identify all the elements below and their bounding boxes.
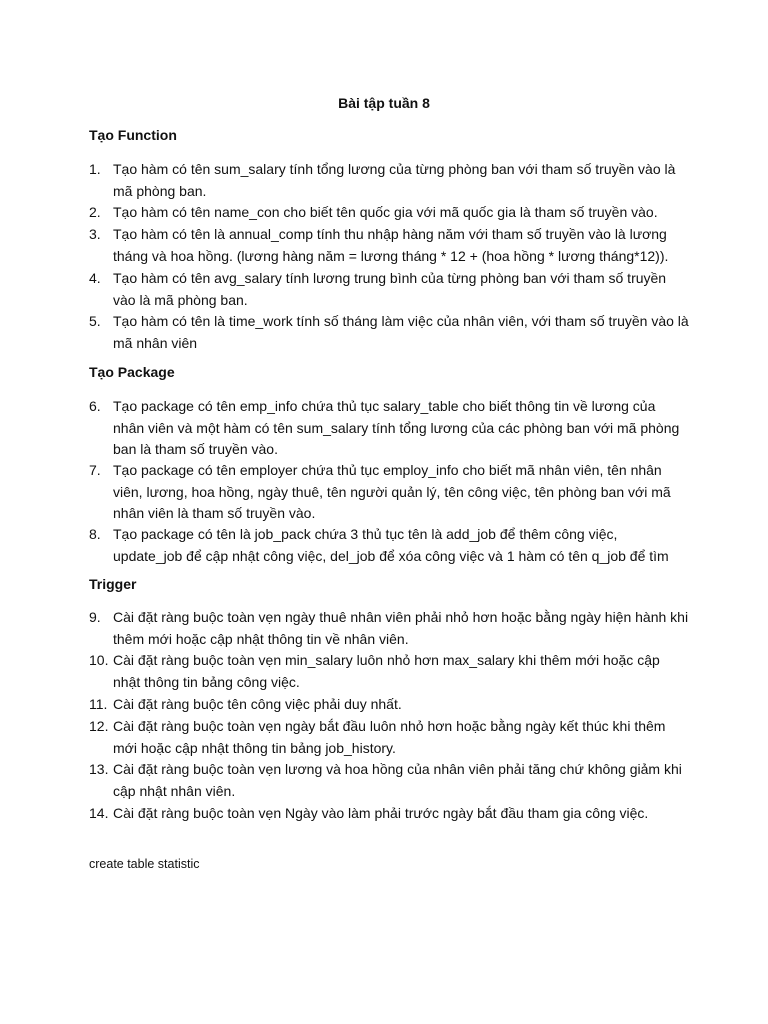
list-item — [89, 396, 689, 461]
list-item — [89, 311, 689, 354]
item-number: 5. — [89, 313, 101, 329]
item-text: Tạo hàm có tên avg_salary tính lương trung bình của từng phòng ban với tham số truyền vào là mã phòng ban. — [113, 270, 667, 308]
item-text: Tạo hàm có tên name_con cho biết tên quốc gia với mã quốc gia là tham số truyền vào. — [113, 204, 658, 220]
item-text: Tạo hàm có tên là annual_comp tính thu nhập hàng năm với tham số truyền vào là lương tháng và hoa hồng. (lương hàng năm = lương tháng * 12 + (hoa hồng * lương tháng*12)). — [113, 226, 669, 264]
item-number: 12. — [89, 718, 109, 734]
item-number: 3. — [89, 226, 101, 242]
item-text: Tạo hàm có tên sum_salary tính tổng lương của từng phòng ban với tham số truyền vào là mã phòng ban. — [113, 161, 676, 199]
item-text: Cài đặt ràng buộc toàn vẹn ngày bắt đầu luôn nhỏ hơn hoặc bằng ngày kết thúc khi thêm mới hoặc cập nhật thông tin bảng job_history. — [113, 718, 666, 756]
list-item — [89, 202, 689, 224]
item-text: Cài đặt ràng buộc tên công việc phải duy nhất. — [113, 696, 402, 712]
item-number: 4. — [89, 270, 101, 286]
item-text: Tạo package có tên emp_info chứa thủ tục salary_table cho biết thông tin về lương của nhân viên và một hàm có tên sum_salary tính tổng lương của các phòng ban với mã phòng ban là tham số truyền vào. — [113, 398, 680, 457]
list-item — [89, 694, 689, 716]
section-heading-package: Tạo Package — [89, 364, 175, 380]
list-item — [89, 716, 689, 759]
item-text: Tạo package có tên là job_pack chứa 3 thủ tục tên là add_job để thêm công việc, update_job để cập nhật công việc, del_job để xóa công việc và 1 hàm có tên q_job để tìm — [113, 526, 669, 564]
item-text: Tạo hàm có tên là time_work tính số tháng làm việc của nhân viên, với tham số truyền vào là mã nhân viên — [113, 313, 689, 351]
item-number: 13. — [89, 761, 109, 777]
list-item — [89, 759, 689, 802]
item-number: 14. — [89, 805, 109, 821]
item-number: 9. — [89, 609, 101, 625]
section-heading-function: Tạo Function — [89, 127, 177, 143]
list-item — [89, 607, 689, 650]
list-item — [89, 524, 689, 567]
list-item — [89, 650, 689, 693]
item-number: 8. — [89, 526, 101, 542]
item-text: Cài đặt ràng buộc toàn vẹn ngày thuê nhân viên phải nhỏ hơn hoặc bằng ngày hiện hành khi thêm mới hoặc cập nhật thông tin về nhân viên. — [113, 609, 689, 647]
document-title: Bài tập tuần 8 — [338, 95, 430, 111]
section-heading-trigger: Trigger — [89, 576, 137, 592]
list-item — [89, 803, 689, 825]
list-item — [89, 460, 689, 525]
item-text: Cài đặt ràng buộc toàn vẹn lương và hoa hồng của nhân viên phải tăng chứ không giảm khi cập nhật nhân viên. — [113, 761, 682, 799]
item-number: 1. — [89, 161, 101, 177]
item-text: Tạo package có tên employer chứa thủ tục employ_info cho biết mã nhân viên, tên nhân viên, lương, hoa hồng, ngày thuê, tên người quản lý, tên công việc, tên phòng ban với mã nhân viên là tham số truyền vào. — [113, 462, 671, 521]
list-item — [89, 159, 689, 202]
item-text: Cài đặt ràng buộc toàn vẹn min_salary luôn nhỏ hơn max_salary khi thêm mới hoặc cập nhật thông tin bảng công việc. — [113, 652, 660, 690]
list-item — [89, 224, 689, 267]
item-number: 2. — [89, 204, 101, 220]
list-item — [89, 268, 689, 311]
item-number: 11. — [89, 696, 108, 712]
item-number: 7. — [89, 462, 101, 478]
item-text: Cài đặt ràng buộc toàn vẹn Ngày vào làm phải trước ngày bắt đầu tham gia công việc. — [113, 805, 649, 821]
item-number: 10. — [89, 652, 109, 668]
item-number: 6. — [89, 398, 101, 414]
footer-text: create table statistic — [89, 857, 200, 871]
